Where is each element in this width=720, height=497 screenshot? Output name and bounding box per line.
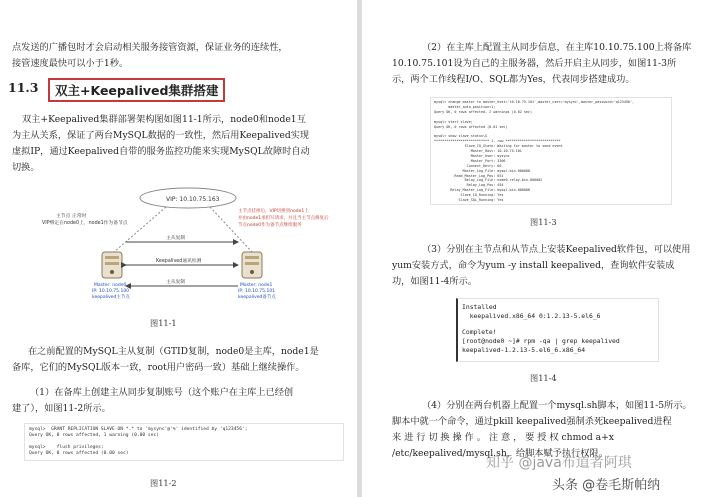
body-text: /etc/keepalived/mysql.sh，给脚本赋予执行权限。 <box>392 448 608 459</box>
code-line: keepalived.x86_64 0:1.2.13-5.el6_6 <box>462 312 601 320</box>
watermark-toutiao: 头条 @卷毛斯帕纳 <box>552 478 661 493</box>
body-text: 备库，它们的MySQL版本一致，root用户密码一致）基础上继续操作。 <box>12 362 305 373</box>
figure-caption: 图11-1 <box>150 318 177 328</box>
body-text: 在之前配置的MySQL主从复制（GTID复制，node0是主库，node1是 <box>28 346 319 357</box>
body-text: 点发送的广播包时才会启动相关服务接管资源，保证业务的连续性， <box>12 42 288 53</box>
code-line: keepalived-1.2.13-5.el6_6.x86_64 <box>462 346 586 354</box>
code-line: mysql> change master to master_host='10.10.75.101',master_user='mysync',master_password='q123456', <box>434 100 635 104</box>
node0-label-3: keepalived主节点 <box>92 295 130 300</box>
figure-caption: 图11-4 <box>530 373 557 383</box>
body-text: （3）分别在主节点和从节点上安装Keepalived软件包，可以使用 <box>422 244 691 255</box>
vip-label: VIP: 10.10.75.163 <box>166 196 220 203</box>
arrow-mid-label: Keepalived通讯检测 <box>156 259 202 264</box>
code-line: Master_Port: 3306 <box>434 158 506 163</box>
body-text: 接管速度最快可以小于1秒。 <box>12 58 129 69</box>
code-line: Slave_IO_Running: Yes <box>434 193 504 198</box>
architecture-diagram <box>16 182 344 307</box>
code-line: Query OK, 0 rows affected (0.00 sec) <box>29 451 129 456</box>
section-title: 双主+Keepalived集群搭建 <box>48 78 225 102</box>
code-line: mysql> flush privileges; <box>29 445 104 450</box>
body-text: （4）分别在两台机器上配置一个mysql.sh脚本，如图11-5所示。 <box>422 400 692 411</box>
code-line: Query OK, 0 rows affected, 1 warning (0.00 sec) <box>29 433 159 438</box>
node0-label-2: IP: 10.10.75.100 <box>92 289 130 294</box>
body-text: 示，两个工作线程I/O、SQL都为Yes，代表同步搭建成功。 <box>392 74 635 85</box>
right-note-3: 节点node0作为备节点继续服务 <box>238 223 302 228</box>
code-line: Relay_Log_Pos: 454 <box>434 183 504 188</box>
arrow-bot-label: 主从复制 <box>166 280 186 285</box>
right-note-1: 主节点挂掉后，VIP切换到node1上 <box>238 209 309 214</box>
body-text: 为主从关系，保证了两台MySQL数据的一致性，然后用Keepalived实现 <box>12 130 310 141</box>
body-text: 切换。 <box>12 162 40 173</box>
server-node0-icon <box>102 252 122 278</box>
node1-label-1: Master: node1 <box>240 283 273 288</box>
figure-caption: 图11-3 <box>530 217 557 227</box>
code-line: Installed <box>462 303 497 311</box>
watermark-zhihu: 知乎 @java布道者阿琪 <box>486 455 632 471</box>
code-line: Complete! <box>462 328 497 336</box>
code-line: Relay_Log_File: node0-relay-bin.000002 <box>434 178 543 183</box>
code-line: Relay_Master_Log_File: mysql-bin.000008 <box>434 188 530 193</box>
body-text: 脚本中就一个命令，通过pkill keepalived强制杀死keepalived进程 <box>392 416 672 427</box>
node1-label-3: keepalived备节点 <box>238 295 276 300</box>
code-line: mysql> start slave; <box>434 119 473 124</box>
body-text: 虚拟IP，通过Keepalived自带的服务监控功能来实现MySQL故障时自动 <box>12 146 310 157</box>
right-page <box>362 0 720 497</box>
left-note-2: VIP绑定在node0上，node1作为备节点 <box>42 221 128 226</box>
code-line: Master_Host: 10.10.75.101 <box>434 149 522 153</box>
code-screenshot-11-3 <box>430 97 672 205</box>
code-line: mysql> show slave status\G <box>434 134 488 139</box>
body-text: yum安装方式，命令为yum -y install keepalived，查询软件安装成 <box>392 260 675 271</box>
code-line: master_auto_position=1; <box>434 104 496 109</box>
code-line: *************************** 1. row *************************** <box>434 139 561 144</box>
code-screenshot-11-4 <box>456 298 659 362</box>
code-line: Slave_SQL_Running: Yes <box>434 198 504 202</box>
code-line: Connect_Retry: 60 <box>434 163 502 168</box>
node0-label-1: Master: node0 <box>94 283 127 288</box>
code-line: Query OK, 0 rows affected (0.01 sec) <box>434 124 508 129</box>
body-text: 来 进 行 切 换 操 作 。 注 意 ， 要 授 权 chmod a+x <box>392 432 614 443</box>
figure-caption: 图11-2 <box>150 478 177 488</box>
body-text: （1）在备库上创建主从同步复制账号（这个账户在主库上已经创 <box>30 387 294 398</box>
node1-label-2: IP: 10.10.75.101 <box>238 289 276 294</box>
code-line: mysql> GRANT REPLICATION SLAVE ON *.* to 'mysync'@'%' identified by 'q123456'; <box>29 427 248 432</box>
left-page <box>0 0 357 497</box>
code-line: Slave_IO_State: Waiting for master to send event <box>434 144 563 149</box>
code-screenshot-11-2 <box>24 423 344 461</box>
arrow-top-label: 主从复制 <box>166 236 186 241</box>
server-node1-icon <box>242 252 262 278</box>
code-line: Master_Log_File: mysql-bin.000008 <box>434 168 530 173</box>
code-line: Query OK, 0 rows affected, 2 warnings (0.02 sec) <box>434 109 532 114</box>
left-note-1: 主节点 正常时 <box>56 214 87 219</box>
section-number: 11.3 <box>8 80 39 95</box>
code-line: Read_Master_Log_Pos: 651 <box>434 173 504 178</box>
body-text: 10.10.75.101设为自己的主服务器，然后开启主从同步，如图11-3所 <box>392 58 677 69</box>
body-text: 功，如图11-4所示。 <box>392 276 477 287</box>
vip-link-left <box>114 207 166 252</box>
body-text: （2）在主库上配置主从同步信息，在主库10.10.75.100上将备库 <box>422 42 692 53</box>
code-line: [root@node0 ~]# rpm -qa | grep keepalived <box>462 337 620 345</box>
body-text: 建了），如图11-2所示。 <box>12 403 111 414</box>
right-note-2: 并由node1承担写请求，并且当主节点修复后 <box>238 216 329 221</box>
body-text: 双主+Keepalived集群部署架构图如图11-1所示，node0和node1互 <box>22 114 306 125</box>
code-line: Master_User: mysync <box>434 153 510 158</box>
